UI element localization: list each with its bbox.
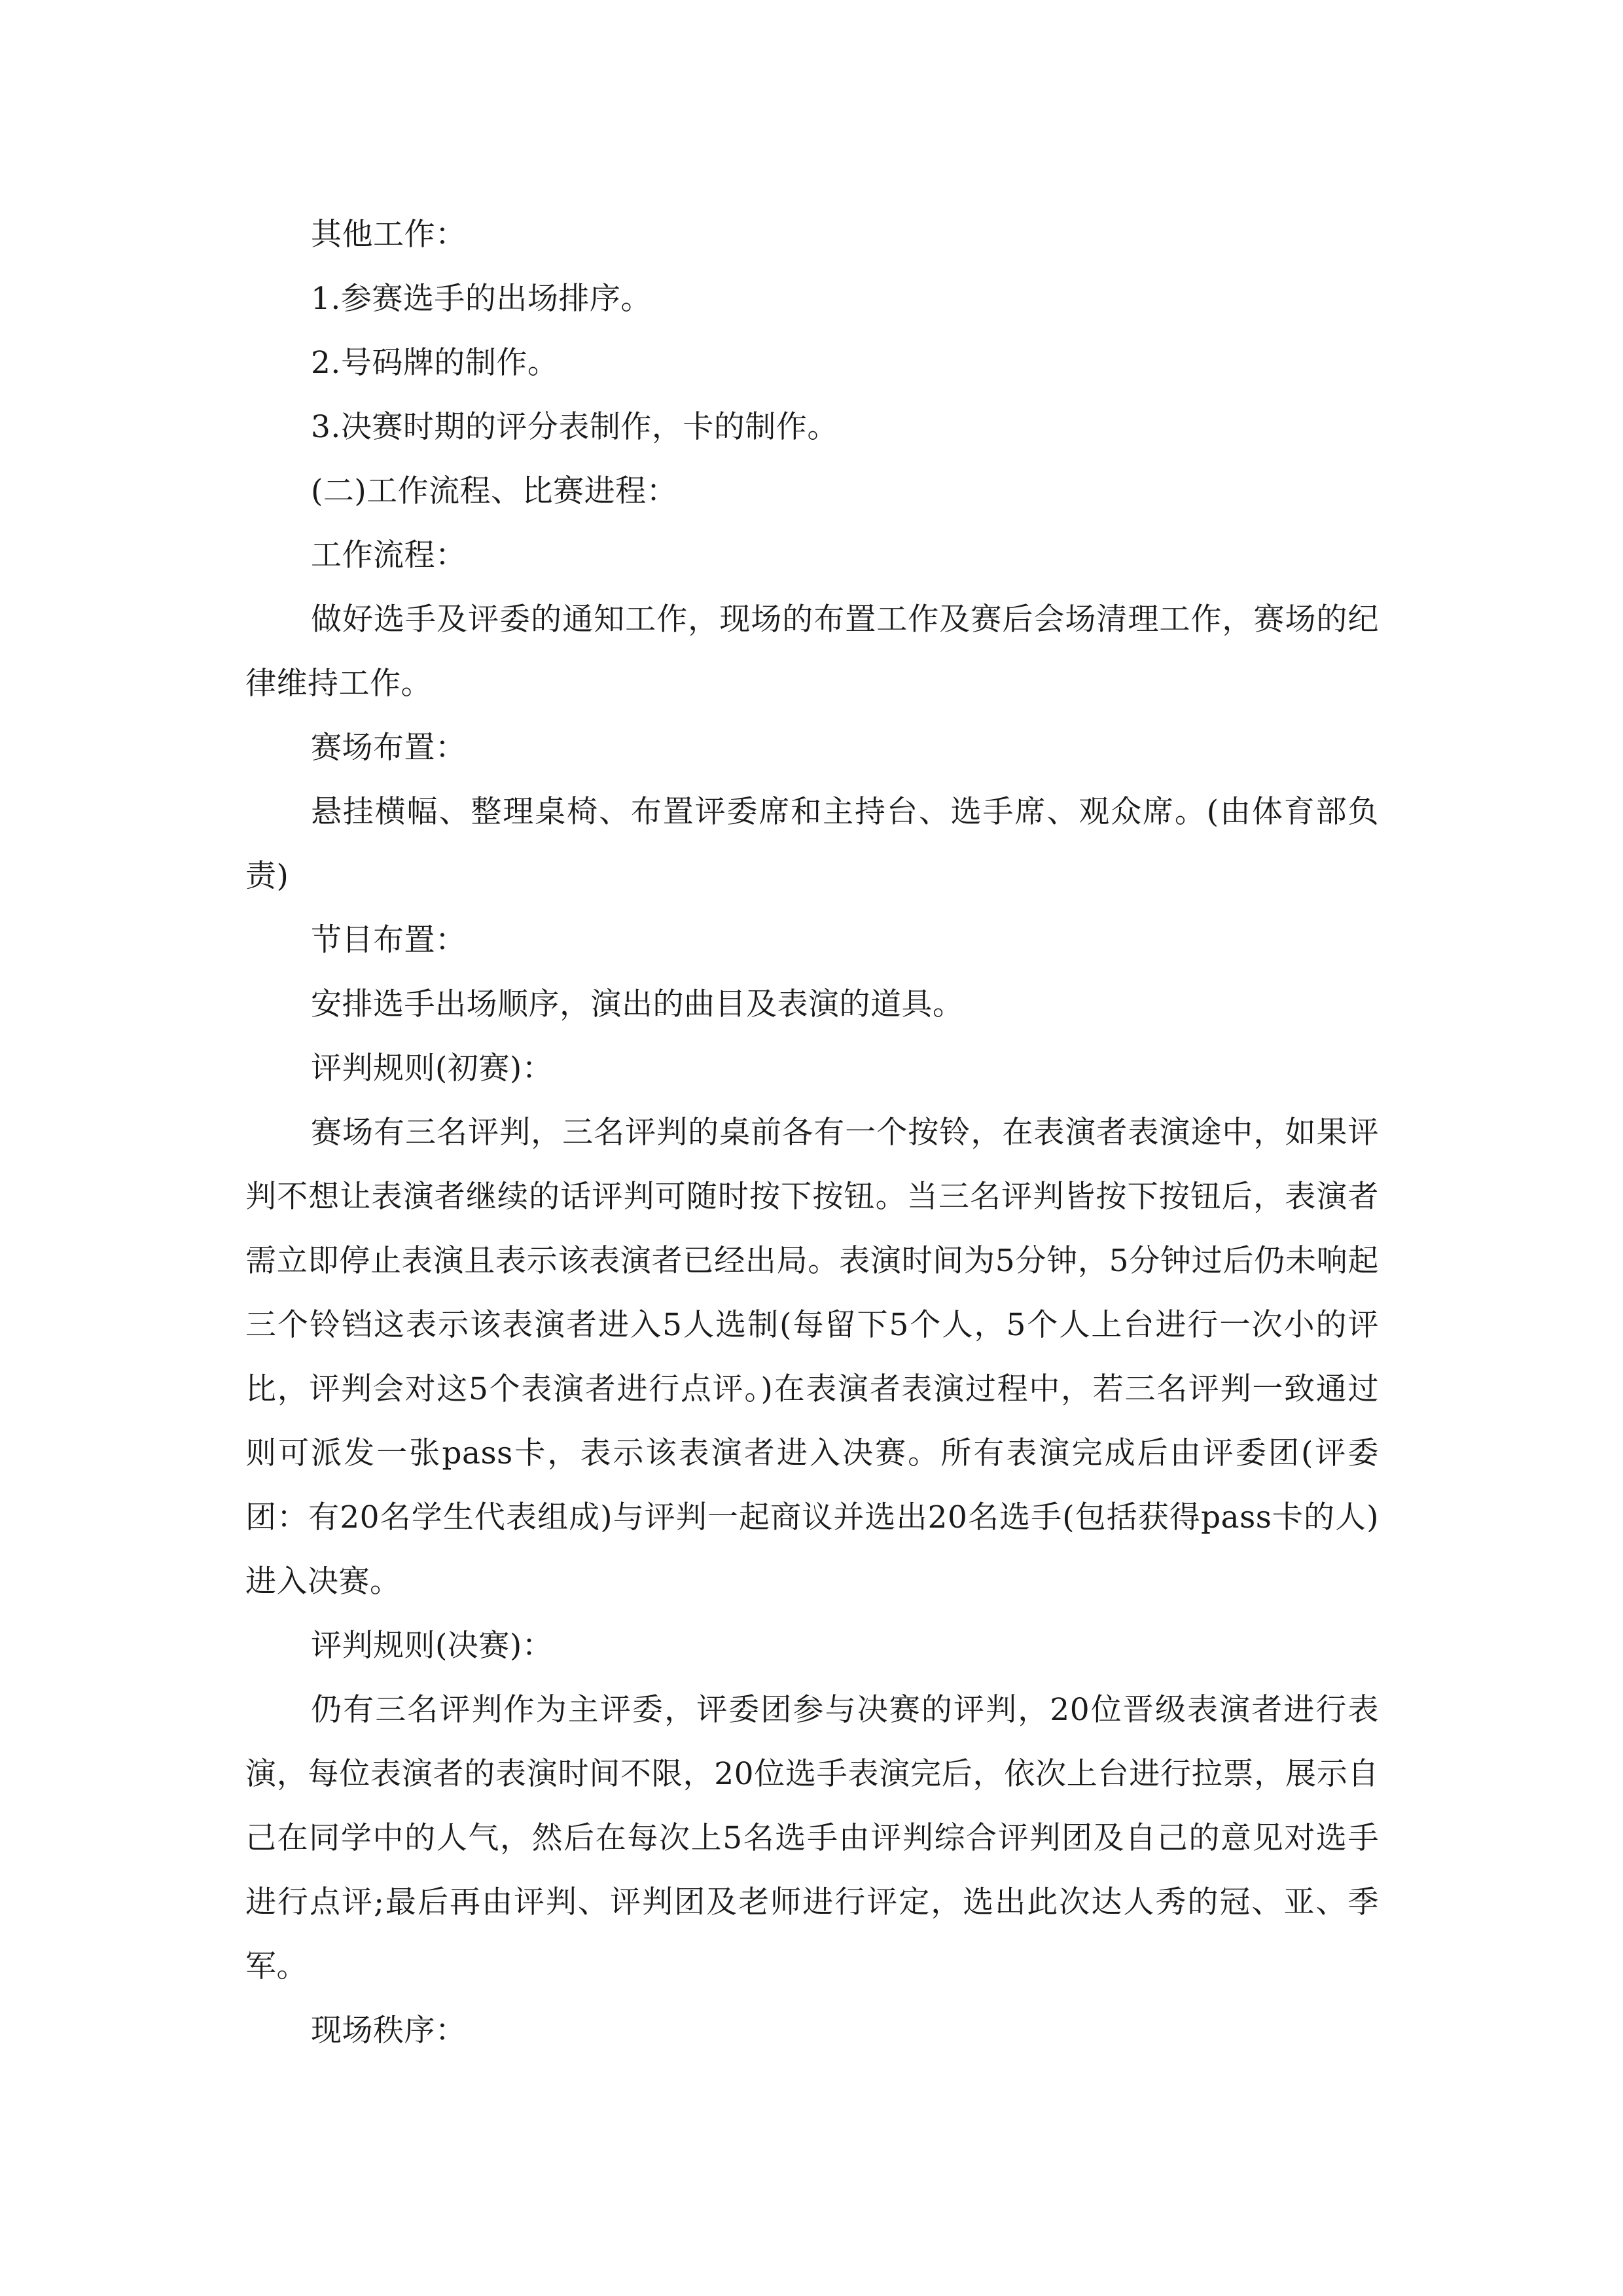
paragraph-workflow-body: 做好选手及评委的通知工作，现场的布置工作及赛后会场清理工作，赛场的纪律维持工作。 bbox=[245, 601, 1379, 702]
paragraph-other-work-heading: 其他工作： bbox=[311, 217, 467, 253]
paragraph-item-2: 2.号码牌的制作。 bbox=[311, 345, 559, 381]
paragraph-program-heading: 节目布置： bbox=[311, 922, 467, 958]
paragraph-item-3: 3.决赛时期的评分表制作，卡的制作。 bbox=[311, 409, 838, 445]
paragraph-prelim-rules-heading: 评判规则(初赛)： bbox=[311, 1050, 554, 1086]
paragraph-prelim-rules-body: 赛场有三名评判，三名评判的桌前各有一个按铃，在表演者表演途中，如果评判不想让表演者继续的话评判可随时按下按钮。当三名评判皆按下按钮后，表演者需立即停止表演且表示该表演者已经出局。表演时间为5分钟，5分钟过后仍未响起三个铃铛这表示该表演者进入5人选制(每留下5个人，5个人上台进行一次小的评比，评判会对这5个表演者进行点评。)在表演者表演过程中，若三名评判一致通过则可派发一张pass卡，表示该表演者进入决赛。所有表演完成后由评委团(评委团：有20名学生代表组成)与评判一起商议并选出20名选手(包括获得pass卡的人)进入决赛。 bbox=[245, 1115, 1379, 1600]
paragraph-venue-body: 悬挂横幅、整理桌椅、布置评委席和主持台、选手席、观众席。(由体育部负责) bbox=[245, 794, 1379, 894]
document-page bbox=[245, 203, 1379, 2063]
paragraph-final-rules-heading: 评判规则(决赛)： bbox=[311, 1628, 554, 1664]
paragraph-program-body: 安排选手出场顺序，演出的曲目及表演的道具。 bbox=[311, 986, 964, 1022]
paragraph-final-rules-body: 仍有三名评判作为主评委，评委团参与决赛的评判，20位晋级表演者进行表演，每位表演者的表演时间不限，20位选手表演完后，依次上台进行拉票，展示自己在同学中的人气，然后在每次上5名选手由评判综合评判团及自己的意见对选手进行点评;最后再由评判、评判团及老师进行评定，选出此次达人秀的冠、亚、季军。 bbox=[245, 1692, 1379, 1984]
paragraph-section-2-heading: (二)工作流程、比赛进程： bbox=[311, 473, 678, 509]
paragraph-venue-heading: 赛场布置： bbox=[311, 730, 467, 766]
paragraph-order-heading: 现场秩序： bbox=[311, 2013, 467, 2049]
paragraph-item-1: 1.参赛选手的出场排序。 bbox=[311, 281, 652, 317]
paragraph-workflow-heading: 工作流程： bbox=[311, 537, 467, 573]
